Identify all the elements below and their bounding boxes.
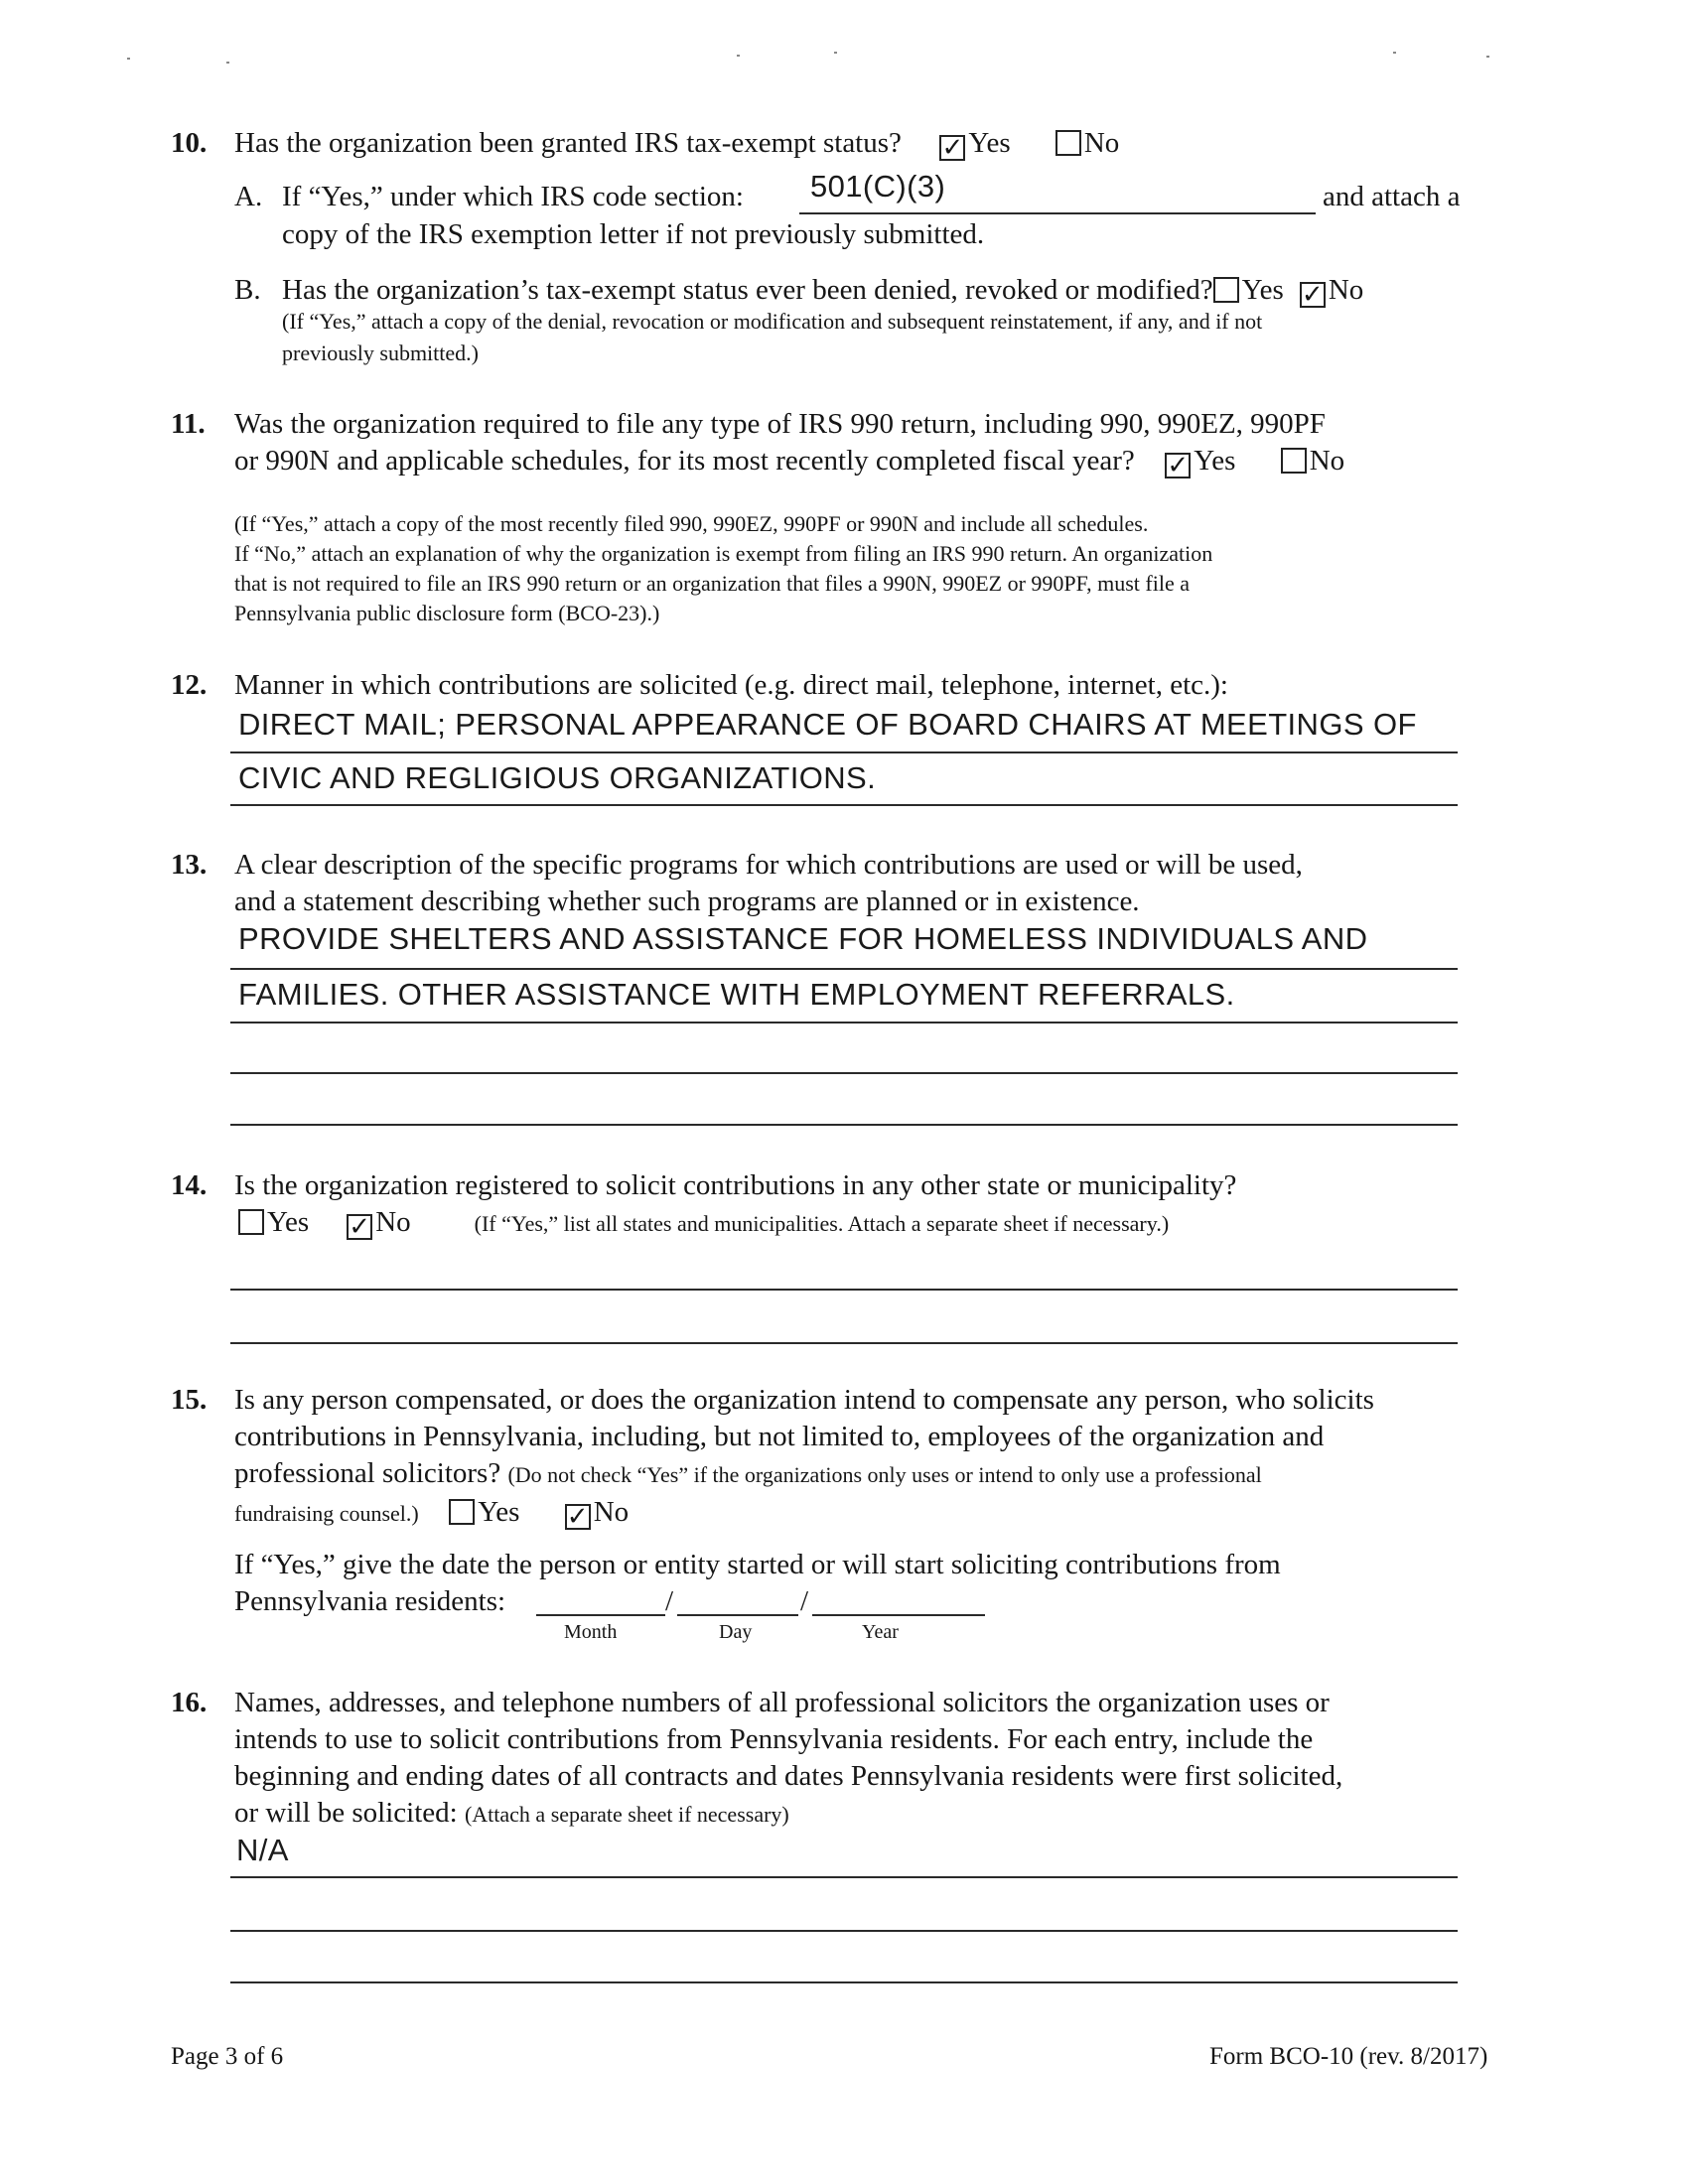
q11-yes-label: Yes [1194, 445, 1236, 477]
q11-question-line-2 [234, 443, 1382, 479]
q16-answer-underline-2 [230, 1930, 1458, 1932]
q10a-text-end: and attach a [1323, 181, 1461, 212]
q11-number: 11. [171, 408, 206, 440]
q11-question-text: or 990N and applicable schedules, for its most recently completed fiscal year? [234, 445, 1135, 477]
q15-options-row [234, 1494, 666, 1531]
q15-note-2: fundraising counsel.) [234, 1501, 419, 1526]
q15-slash-2: / [800, 1585, 809, 1617]
q10a-letter: A. [234, 181, 263, 212]
q15-year-field[interactable] [812, 1614, 985, 1616]
q10-yes-label: Yes [968, 127, 1011, 159]
q13-number: 13. [171, 849, 208, 881]
q10b-no-label: No [1328, 274, 1364, 306]
q11-no-option[interactable] [1281, 443, 1344, 479]
q15-no-checkbox[interactable]: ✓ [565, 1504, 591, 1530]
form-id: Form BCO-10 (rev. 8/2017) [1209, 2043, 1488, 2070]
q12-answer-underline-2 [230, 804, 1458, 806]
q15-year-label: Year [862, 1621, 899, 1643]
q15-month-label: Month [564, 1621, 618, 1643]
q16-question-line-3: beginning and ending dates of all contracts and dates Pennsylvania residents were first solicited, [234, 1760, 1343, 1792]
q14-question: Is the organization registered to solicit contributions in any other state or municipality? [234, 1169, 1237, 1201]
q10b-yes-checkbox[interactable] [1213, 277, 1239, 303]
q15-slash-1: / [665, 1585, 674, 1617]
q16-question-line-4 [234, 1795, 789, 1832]
q13-question-line-2: and a statement describing whether such programs are planned or in existence. [234, 886, 1140, 917]
q16-question-line-1: Names, addresses, and telephone numbers of all professional solicitors the organization uses or [234, 1687, 1330, 1718]
q10b-letter: B. [234, 274, 261, 306]
q10-no-checkbox[interactable] [1055, 130, 1081, 156]
q16-answer-line-1[interactable]: N/A [236, 1833, 289, 1867]
q14-no-checkbox[interactable]: ✓ [347, 1214, 372, 1240]
q13-question-line-1: A clear description of the specific programs for which contributions are used or will be used, [234, 849, 1303, 881]
q11-note-4: Pennsylvania public disclosure form (BCO-23).) [234, 601, 660, 625]
q15-no-label: No [593, 1496, 630, 1528]
q14-yes-checkbox[interactable] [238, 1209, 264, 1235]
page-number: Page 3 of 6 [171, 2043, 284, 2070]
q15-yes-label: Yes [478, 1496, 520, 1528]
q10b-note-1: (If “Yes,” attach a copy of the denial, revocation or modification and subsequent reinstatement, if any, and if not [282, 309, 1263, 334]
q11-question-line-1: Was the organization required to file any type of IRS 990 return, including 990, 990EZ, 990PF [234, 408, 1326, 440]
q12-answer-line-2[interactable]: CIVIC AND REGLIGIOUS ORGANIZATIONS. [238, 760, 877, 795]
q10b-question-text: Has the organization’s tax-exempt status ever been denied, revoked or modified? [282, 274, 1213, 306]
q14-options [238, 1204, 1169, 1241]
q15-number: 15. [171, 1384, 208, 1416]
q14-yes-option[interactable] [238, 1204, 309, 1241]
q10b-yes-option[interactable] [1213, 272, 1284, 309]
q16-question-line-2: intends to use to solicit contributions from Pennsylvania residents. For each entry, include the [234, 1723, 1314, 1755]
q16-answer-underline-1 [230, 1876, 1458, 1878]
q15-question-line-3 [234, 1455, 1262, 1492]
q13-answer-underline-3 [230, 1072, 1458, 1074]
q10-question-text: Has the organization been granted IRS tax-exempt status? [234, 127, 902, 159]
q10a-text-cont: copy of the IRS exemption letter if not previously submitted. [282, 218, 985, 250]
q16-number: 16. [171, 1687, 208, 1718]
q10-question [234, 125, 1157, 162]
q14-answer-underline-2 [230, 1342, 1458, 1344]
q12-answer-underline-1 [230, 751, 1458, 753]
q16-answer-underline-3 [230, 1981, 1458, 1983]
q15-date-text-1: If “Yes,” give the date the person or entity started or will start soliciting contributions from [234, 1549, 1281, 1580]
q15-question-line-1: Is any person compensated, or does the organization intend to compensate any person, who solicits [234, 1384, 1374, 1416]
q11-no-checkbox[interactable] [1281, 448, 1307, 474]
q12-number: 12. [171, 669, 208, 701]
q14-number: 14. [171, 1169, 208, 1201]
q15-date-text-2: Pennsylvania residents: [234, 1585, 506, 1617]
q10-yes-option[interactable] [939, 125, 1010, 162]
q10b-question [282, 272, 1363, 309]
q10-no-option[interactable] [1055, 125, 1119, 162]
q15-no-option[interactable] [565, 1494, 629, 1531]
q15-day-field[interactable] [677, 1614, 798, 1616]
q10b-no-checkbox[interactable]: ✓ [1300, 282, 1326, 308]
q14-note: (If “Yes,” list all states and municipalities. Attach a separate sheet if necessary.) [474, 1211, 1170, 1236]
q11-yes-option[interactable] [1165, 443, 1235, 479]
q15-yes-checkbox[interactable] [449, 1499, 475, 1525]
q10b-no-option[interactable] [1300, 272, 1363, 309]
q13-answer-underline-2 [230, 1022, 1458, 1024]
q16-note: (Attach a separate sheet if necessary) [464, 1802, 789, 1827]
q15-question-line-2: contributions in Pennsylvania, including, but not limited to, employees of the organization and [234, 1421, 1325, 1452]
q14-no-option[interactable] [347, 1204, 410, 1241]
q13-answer-underline-1 [230, 968, 1458, 970]
q10a-code-section-line [799, 212, 1316, 214]
q10-no-label: No [1083, 127, 1120, 159]
q15-question-text: professional solicitors? [234, 1457, 501, 1489]
q11-no-label: No [1309, 445, 1345, 477]
q13-answer-line-1[interactable]: PROVIDE SHELTERS AND ASSISTANCE FOR HOMELESS INDIVIDUALS AND [238, 921, 1368, 956]
q11-yes-checkbox[interactable]: ✓ [1165, 453, 1191, 478]
q16-question-text: or will be solicited: [234, 1797, 458, 1829]
q14-yes-label: Yes [267, 1206, 310, 1238]
q14-no-label: No [375, 1206, 411, 1238]
q10a-code-section-value[interactable]: 501(C)(3) [810, 169, 946, 204]
q14-answer-underline-1 [230, 1289, 1458, 1291]
q12-question: Manner in which contributions are solicited (e.g. direct mail, telephone, internet, etc.): [234, 669, 1228, 701]
q11-note-1: (If “Yes,” attach a copy of the most recently filed 990, 990EZ, 990PF or 990N and include all schedules. [234, 511, 1149, 536]
q15-month-field[interactable] [536, 1614, 665, 1616]
q12-answer-line-1[interactable]: DIRECT MAIL; PERSONAL APPEARANCE OF BOARD CHAIRS AT MEETINGS OF [238, 707, 1417, 742]
q13-answer-line-2[interactable]: FAMILIES. OTHER ASSISTANCE WITH EMPLOYMENT REFERRALS. [238, 977, 1235, 1012]
q11-note-2: If “No,” attach an explanation of why the organization is exempt from filing an IRS 990 return. An organization [234, 541, 1213, 566]
q15-day-label: Day [719, 1621, 753, 1643]
q11-note-3: that is not required to file an IRS 990 return or an organization that files a 990N, 990EZ or 990PF, must file a [234, 571, 1190, 596]
q10-number: 10. [171, 127, 208, 159]
q15-note-1: (Do not check “Yes” if the organizations only uses or intend to only use a professional [507, 1462, 1262, 1487]
q13-answer-underline-4 [230, 1124, 1458, 1126]
q10b-yes-label: Yes [1241, 274, 1284, 306]
q15-yes-option[interactable] [449, 1494, 519, 1531]
q10b-note-2: previously submitted.) [282, 341, 479, 365]
q10-yes-checkbox[interactable]: ✓ [939, 135, 965, 161]
q10a-text: If “Yes,” under which IRS code section: [282, 181, 744, 212]
